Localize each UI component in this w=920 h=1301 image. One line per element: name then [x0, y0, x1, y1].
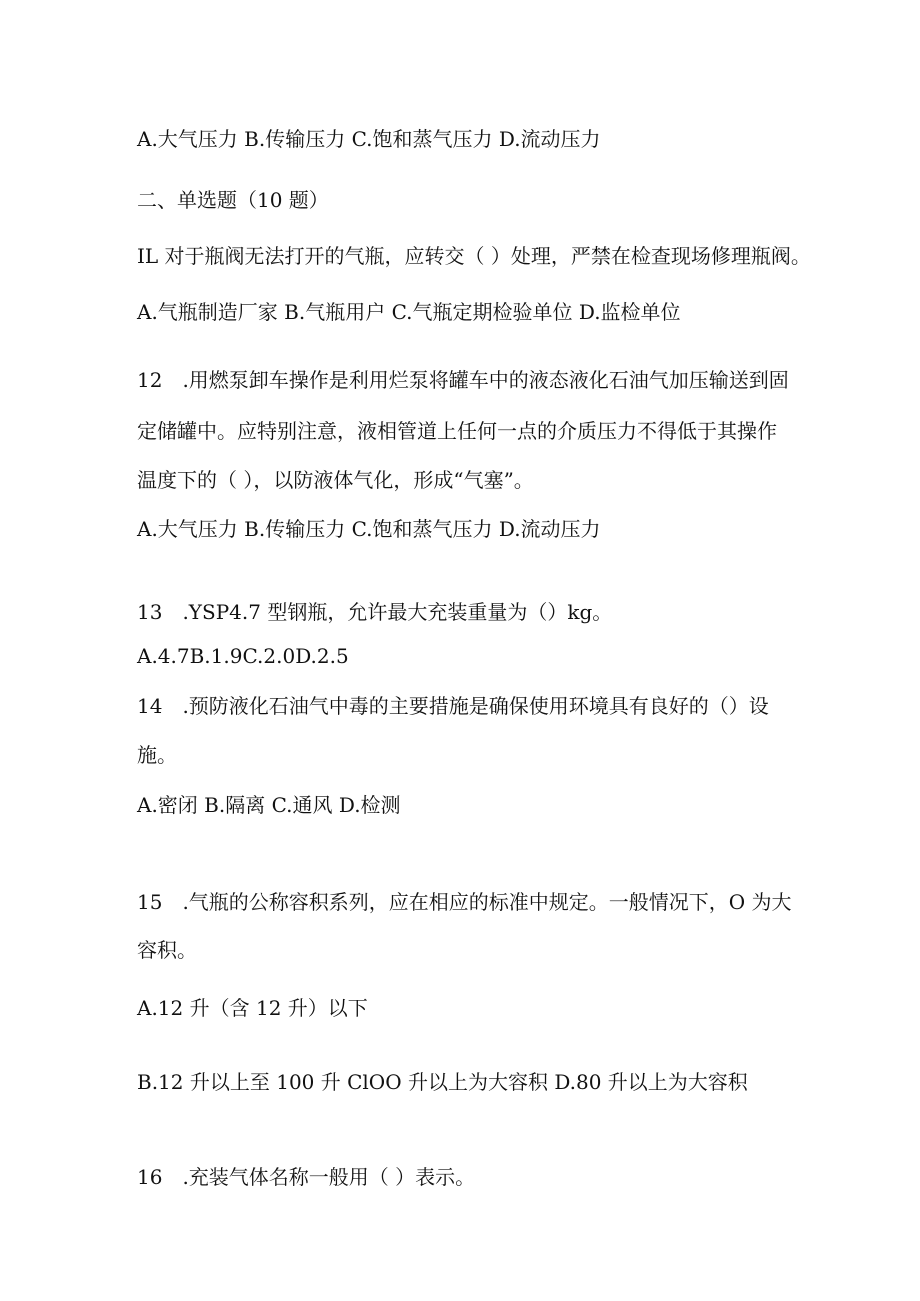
question-12-stem-line-3: 温度下的（ ），以防液体气化，形成“气塞”。 — [137, 468, 534, 492]
question-14-stem-line-2: 施。 — [137, 743, 177, 767]
question-15-option-a: A.12 升（含 12 升）以下 — [137, 996, 368, 1020]
question-12-stem-line-1: 12 .用燃泵卸车操作是利用烂泵将罐车中的液态液化石油气加压输送到固 — [137, 368, 789, 392]
question-13-options: A.4.7B.1.9C.2.0D.2.5 — [137, 644, 349, 668]
question-14-stem-line-1: 14 .预防液化石油气中毒的主要措施是确保使用环境具有良好的（）设 — [137, 694, 769, 718]
question-10-options: A.大气压力 B.传输压力 C.饱和蒸气压力 D.流动压力 — [137, 127, 601, 151]
question-16-stem: 16 .充装气体名称一般用（ ）表示。 — [137, 1165, 476, 1189]
question-15-stem-line-2: 容积。 — [137, 938, 197, 962]
question-13-stem: 13 .YSP4.7 型钢瓶，允许最大充装重量为（）kg。 — [137, 600, 613, 624]
section-heading-single-choice: 二、单选题（10 题） — [137, 188, 329, 212]
question-12-stem-line-2: 定储罐中。应特别注意，液相管道上任何一点的介质压力不得低于其操作 — [137, 419, 777, 443]
question-14-options: A.密闭 B.隔离 C.通风 D.检测 — [137, 793, 401, 817]
question-11-options: A.气瓶制造厂家 B.气瓶用户 C.气瓶定期检验单位 D.监检单位 — [137, 300, 681, 324]
question-11-stem: IL 对于瓶阀无法打开的气瓶，应转交（ ）处理，严禁在检查现场修理瓶阀。 — [137, 244, 811, 268]
question-15-stem-line-1: 15 .气瓶的公称容积系列，应在相应的标准中规定。一般情况下，O 为大 — [137, 890, 792, 914]
question-12-options: A.大气压力 B.传输压力 C.饱和蒸气压力 D.流动压力 — [137, 517, 601, 541]
question-15-options-b-d: B.12 升以上至 100 升 ClOO 升以上为大容积 D.80 升以上为大容积 — [137, 1070, 748, 1094]
